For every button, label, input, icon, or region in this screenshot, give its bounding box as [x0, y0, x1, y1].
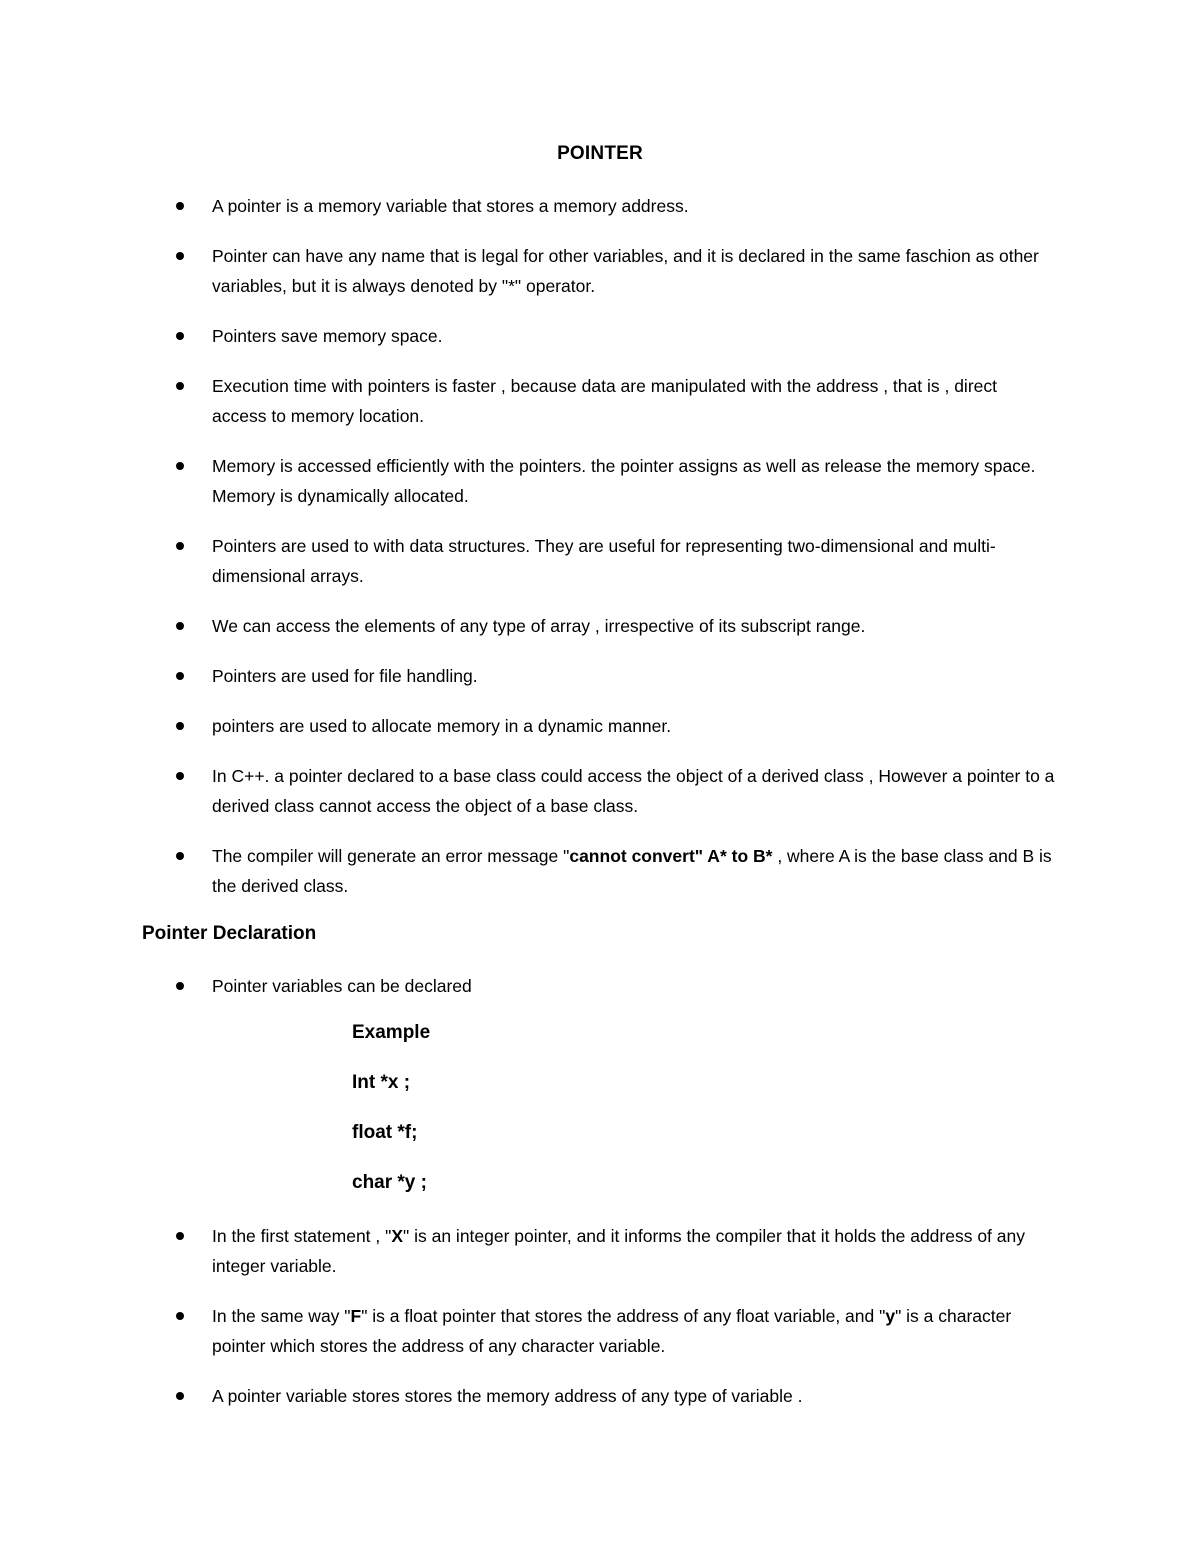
bullet-icon [176, 1312, 184, 1320]
list-item: In the first statement , "X" is an integer pointer, and it informs the compiler that it holds the address of any integer variable. [176, 1221, 1056, 1281]
list-item: We can access the elements of any type of array , irrespective of its subscript range. [176, 611, 1056, 641]
list-item: In the same way "F" is a float pointer that stores the address of any float variable, and "y" is a character pointer which stores the address of any character variable. [176, 1301, 1056, 1361]
list-item: Pointers are used to with data structures. They are useful for representing two-dimensional and multi-dimensional arrays. [176, 531, 1056, 591]
bullet-icon [176, 252, 184, 260]
bullet-icon [176, 202, 184, 210]
list-item: In C++. a pointer declared to a base class could access the object of a derived class , However a pointer to a derived class cannot access the object of a base class. [176, 761, 1056, 821]
bullet-icon [176, 1392, 184, 1400]
list-item: Pointer variables can be declared [176, 971, 1056, 1001]
list-item: Pointer can have any name that is legal for other variables, and it is declared in the same faschion as other variables, but it is always denoted by "*" operator. [176, 241, 1056, 301]
page-title: POINTER [557, 143, 643, 164]
code-line: Int *x ; [352, 1072, 411, 1093]
section-heading: Pointer Declaration [142, 923, 317, 944]
bullet-icon [176, 1232, 184, 1240]
list-item: Pointers save memory space. [176, 321, 1056, 351]
code-line: char *y ; [352, 1172, 427, 1193]
bullet-icon [176, 622, 184, 630]
bullet-icon [176, 772, 184, 780]
example-label: Example [352, 1022, 431, 1043]
list-item: pointers are used to allocate memory in a dynamic manner. [176, 711, 1056, 741]
bullet-icon [176, 672, 184, 680]
bullet-icon [176, 462, 184, 470]
list-item: The compiler will generate an error message "cannot convert" A* to B* , where A is the base class and B is the derived class. [176, 841, 1056, 901]
list-item: Pointers are used for file handling. [176, 661, 1056, 691]
bullet-icon [176, 542, 184, 550]
list-item: A pointer is a memory variable that stores a memory address. [176, 191, 1056, 221]
bullet-icon [176, 982, 184, 990]
bullet-icon [176, 332, 184, 340]
list-item: Memory is accessed efficiently with the pointers. the pointer assigns as well as release the memory space. Memory is dynamically allocated. [176, 451, 1056, 511]
bullet-icon [176, 852, 184, 860]
list-item: A pointer variable stores stores the memory address of any type of variable . [176, 1381, 1056, 1411]
list-item: Execution time with pointers is faster , because data are manipulated with the address , that is , direct access to memory location. [176, 371, 1056, 431]
code-line: float *f; [352, 1122, 418, 1143]
bullet-icon [176, 722, 184, 730]
bullet-icon [176, 382, 184, 390]
